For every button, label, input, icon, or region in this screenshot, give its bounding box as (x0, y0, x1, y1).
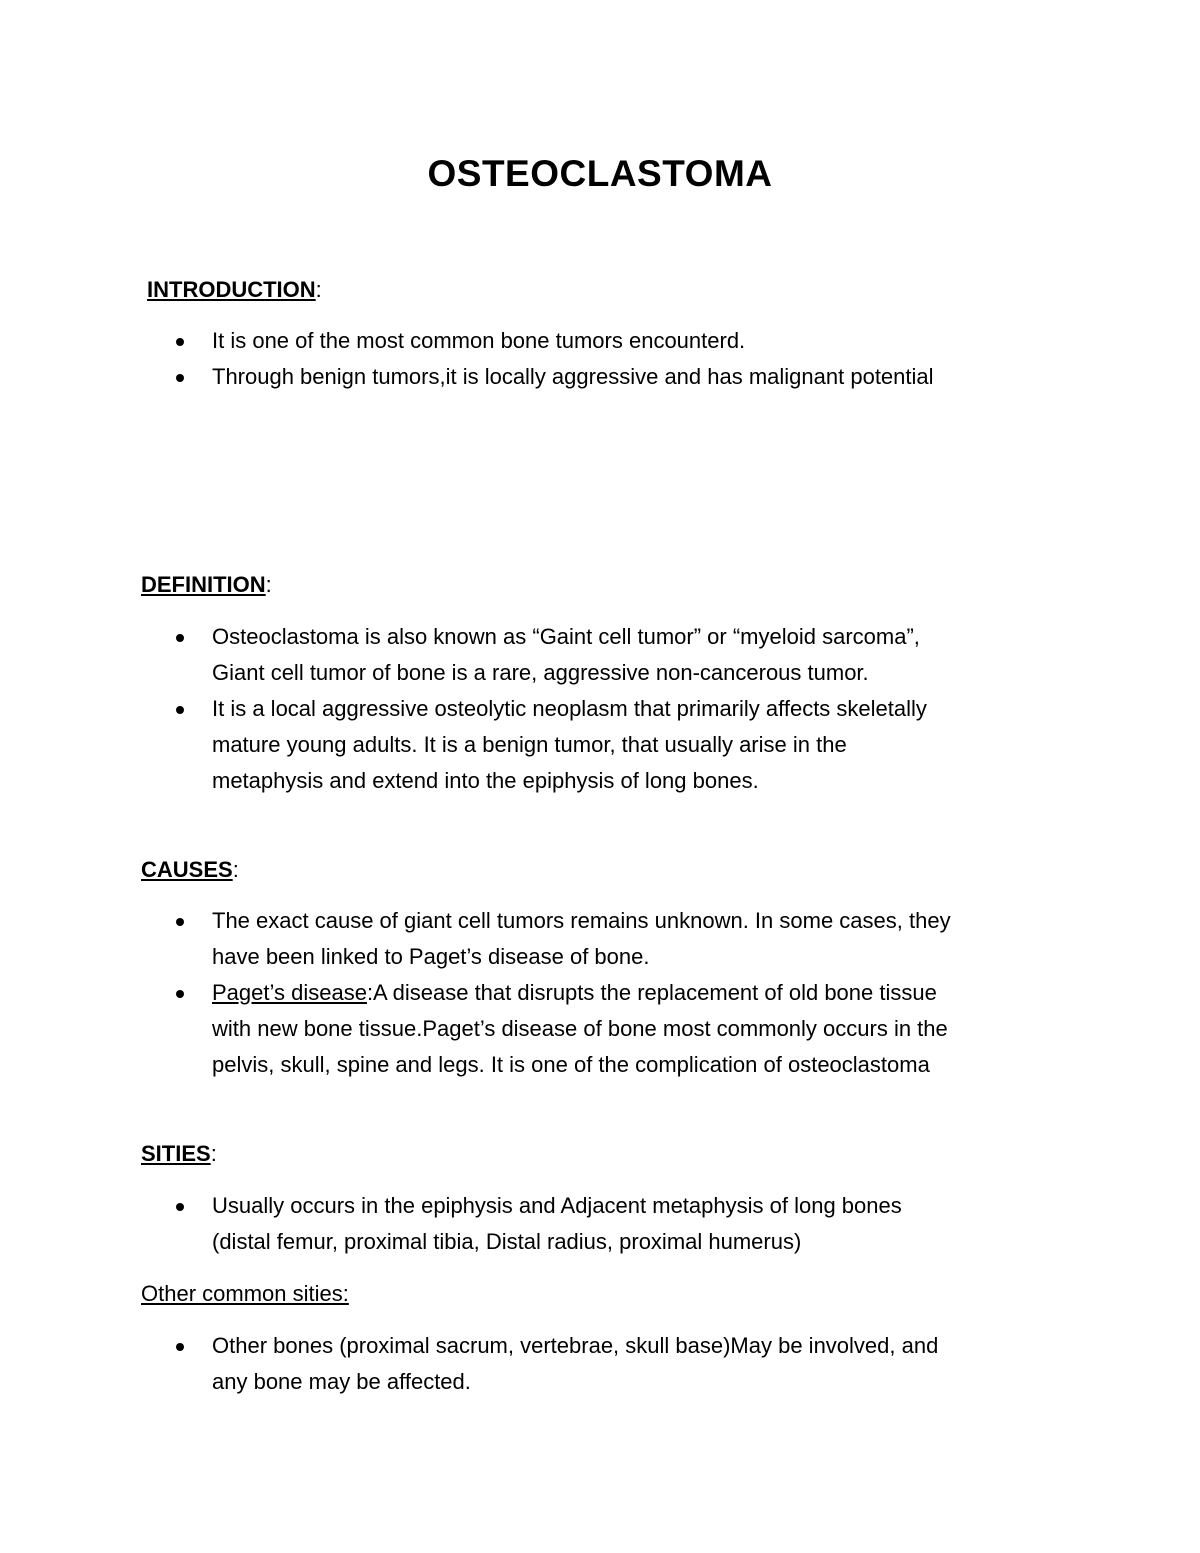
bullet-icon (176, 338, 184, 346)
list-item (0, 359, 1072, 395)
list-item-line (212, 975, 1072, 1011)
definition-heading-label: DEFINITION (141, 572, 266, 597)
other-sities-list (0, 1328, 1200, 1400)
definition-list (0, 619, 1200, 799)
sities-list (0, 1188, 1200, 1260)
causes-heading-label: CAUSES (141, 857, 233, 882)
list-item-line: It is a local aggressive osteolytic neoplasm that primarily affects skeletally (212, 696, 927, 721)
definition-heading (141, 567, 272, 603)
list-item (0, 975, 1072, 1083)
bullet-icon (176, 374, 184, 382)
introduction-list (0, 323, 1200, 395)
list-item (0, 691, 1072, 799)
causes-list (0, 903, 1200, 1083)
bullet-icon (176, 634, 184, 642)
list-item (0, 1328, 1072, 1400)
other-common-sities-heading: Other common sities: (141, 1281, 349, 1306)
list-item-line: The exact cause of giant cell tumors remains unknown. In some cases, they (212, 908, 951, 933)
sities-heading-colon: : (210, 1141, 217, 1166)
list-item-line: any bone may be affected. (212, 1369, 471, 1394)
list-item-text: Through benign tumors,it is locally aggressive and has malignant potential (212, 364, 934, 389)
list-item-line: metaphysis and extend into the epiphysis of long bones. (212, 768, 759, 793)
list-item-line: have been linked to Paget’s disease of bone. (212, 944, 650, 969)
list-item-text: It is one of the most common bone tumors encounterd. (212, 328, 746, 353)
bullet-icon (176, 990, 184, 998)
list-item (0, 619, 1072, 691)
causes-heading (141, 852, 239, 888)
introduction-heading-colon: : (315, 277, 322, 302)
list-item-line: Usually occurs in the epiphysis and Adjacent metaphysis of long bones (212, 1193, 902, 1218)
list-item-line: Other bones (proximal sacrum, vertebrae, skull base)May be involved, and (212, 1333, 939, 1358)
bullet-icon (176, 706, 184, 714)
list-item (0, 903, 1072, 975)
sities-heading (141, 1136, 217, 1172)
bullet-icon (176, 1343, 184, 1351)
document-title: OSTEOCLASTOMA (427, 153, 773, 194)
list-item-line-rest: :A disease that disrupts the replacement of old bone tissue (366, 980, 937, 1005)
introduction-heading (147, 272, 322, 308)
list-item-line: mature young adults. It is a benign tumor, that usually arise in the (212, 732, 847, 757)
list-item-line: Osteoclastoma is also known as “Gaint cell tumor” or “myeloid sarcoma”, (212, 624, 920, 649)
causes-heading-colon: : (232, 857, 239, 882)
list-item-line: with new bone tissue.Paget’s disease of bone most commonly occurs in the (212, 1016, 948, 1041)
bullet-icon (176, 918, 184, 926)
introduction-heading-label: INTRODUCTION (147, 277, 316, 302)
list-item-line: (distal femur, proximal tibia, Distal radius, proximal humerus) (212, 1229, 802, 1254)
list-item-line: Giant cell tumor of bone is a rare, aggressive non-cancerous tumor. (212, 660, 869, 685)
list-item (0, 323, 1072, 359)
pagets-disease-term: Paget’s disease (212, 980, 367, 1005)
list-item-line: pelvis, skull, spine and legs. It is one of the complication of osteoclastoma (212, 1052, 930, 1077)
definition-heading-colon: : (265, 572, 272, 597)
sities-heading-label: SITIES (141, 1141, 211, 1166)
list-item (0, 1188, 1072, 1260)
bullet-icon (176, 1203, 184, 1211)
